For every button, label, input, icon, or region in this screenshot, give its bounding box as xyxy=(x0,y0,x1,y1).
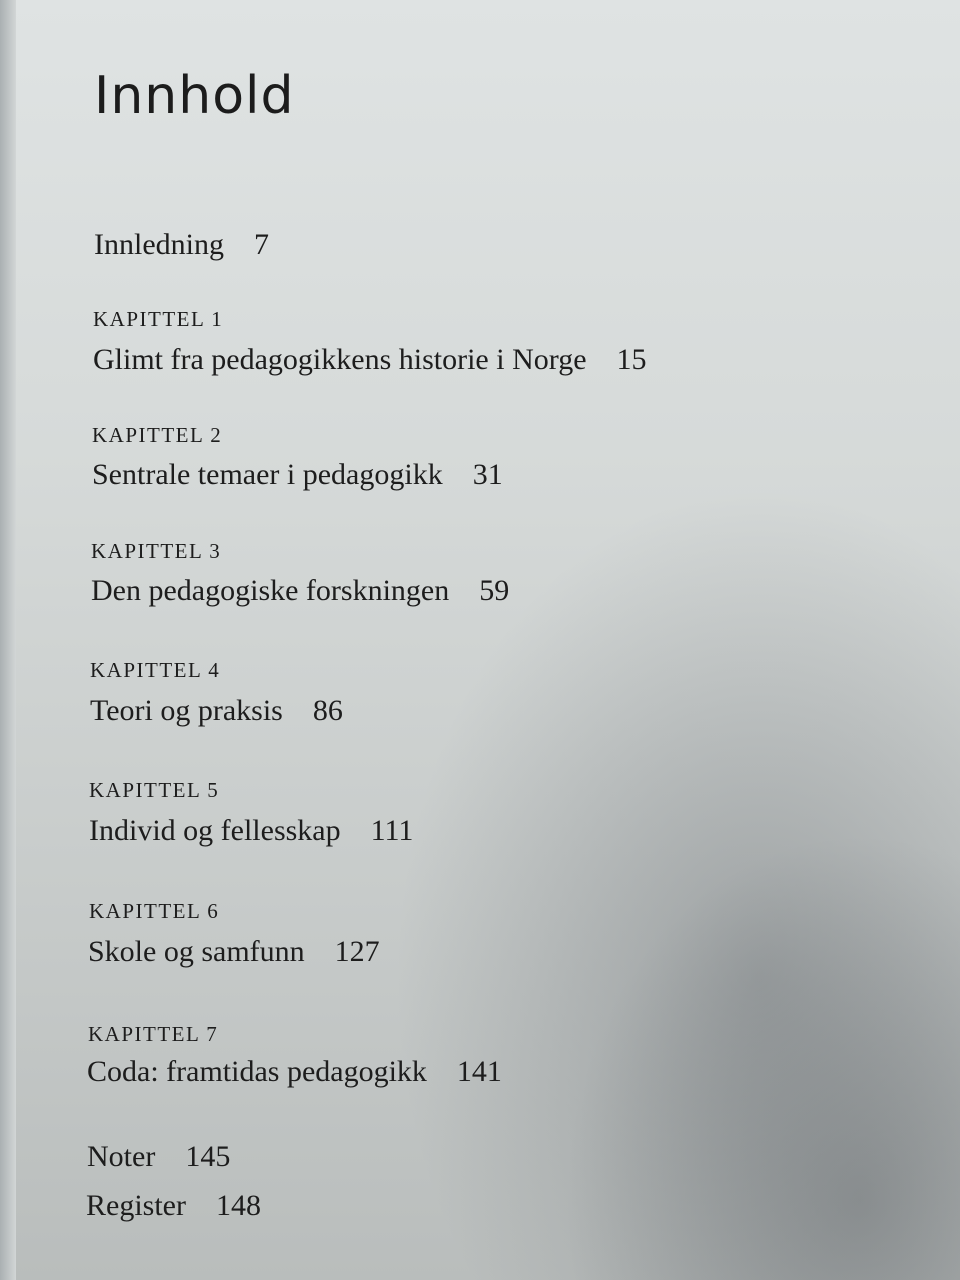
toc-entry-page: 148 xyxy=(215,1189,261,1222)
chapter-kicker: KAPITTEL 2 xyxy=(92,423,223,447)
toc-entry-chapter-5[interactable] xyxy=(89,814,413,848)
toc-entry-chapter-6[interactable] xyxy=(88,935,380,969)
chapter-kicker: KAPITTEL 6 xyxy=(89,899,220,923)
chapter-kicker: KAPITTEL 4 xyxy=(90,658,221,682)
toc-entry-label: Skole og samfunn xyxy=(88,935,305,968)
toc-entry-page: 86 xyxy=(312,694,343,727)
toc-entry-label: Sentrale temaer i pedagogikk xyxy=(92,458,443,491)
toc-entry-innledning[interactable] xyxy=(94,228,269,262)
toc-entry-label: Coda: framtidas pedagogikk xyxy=(87,1055,427,1088)
toc-entry-page: 15 xyxy=(616,343,647,376)
toc-entry-label: Den pedagogiske forskningen xyxy=(91,574,450,607)
toc-entry-page: 145 xyxy=(185,1140,231,1173)
chapter-kicker: KAPITTEL 7 xyxy=(88,1022,219,1046)
toc-entry-label: Teori og praksis xyxy=(90,694,283,727)
toc-entry-page: 7 xyxy=(253,228,269,261)
page-title: Innhold xyxy=(94,66,295,126)
chapter-kicker: KAPITTEL 5 xyxy=(89,778,220,802)
toc-entry-page: 111 xyxy=(370,814,414,847)
toc-entry-page: 59 xyxy=(479,574,510,607)
toc-entry-page: 141 xyxy=(456,1055,502,1088)
toc-entry-chapter-3[interactable] xyxy=(91,574,509,608)
chapter-kicker: KAPITTEL 1 xyxy=(93,307,224,331)
toc-entry-chapter-2[interactable] xyxy=(92,458,503,492)
toc-entry-label: Innledning xyxy=(94,228,224,261)
toc-entry-page: 127 xyxy=(334,935,380,968)
toc-entry-chapter-4[interactable] xyxy=(90,694,343,728)
toc-entry-register[interactable] xyxy=(86,1189,261,1223)
chapter-kicker: KAPITTEL 3 xyxy=(91,539,222,563)
toc-entry-label: Glimt fra pedagogikkens historie i Norge xyxy=(93,343,587,376)
toc-entry-noter[interactable] xyxy=(87,1140,230,1174)
toc-entry-label: Individ og fellesskap xyxy=(89,814,341,847)
toc-entry-label: Noter xyxy=(87,1140,156,1173)
toc-entry-chapter-7[interactable] xyxy=(87,1055,502,1089)
toc-entry-label: Register xyxy=(86,1189,186,1222)
toc-entry-chapter-1[interactable] xyxy=(93,343,647,377)
toc-entry-page: 31 xyxy=(472,458,503,491)
